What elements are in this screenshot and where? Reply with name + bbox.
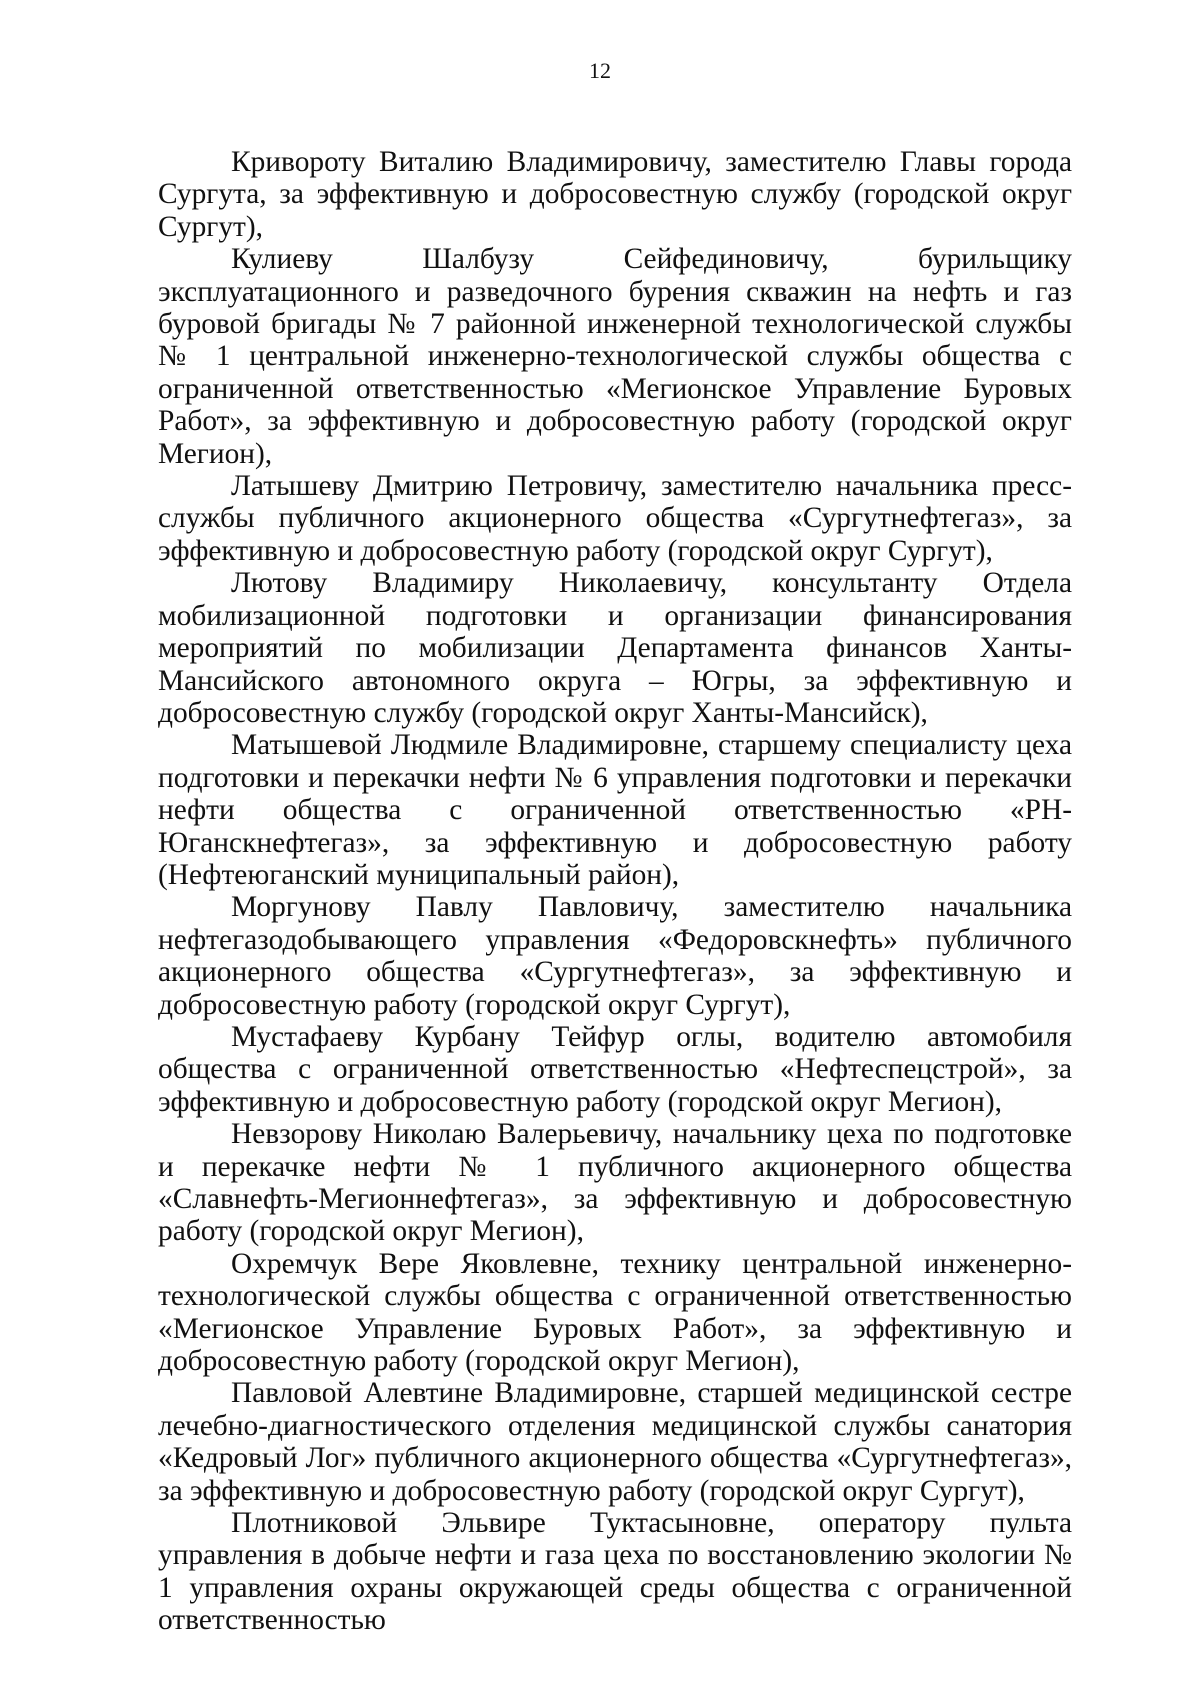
paragraph-matysheva: Матышевой Людмиле Владимировне, старшему специалисту цеха подготовки и перекачки нефти № 6 управления подготовки и перекачки нефти общества с ограниченной ответственностью «РН-Юганскнефтегаз», за эффективную и добросовестную работу (Нефтеюганский муниципальный район), — [158, 729, 1072, 891]
page-number: 12 — [589, 58, 611, 83]
paragraph-morgunov: Моргунову Павлу Павловичу, заместителю начальника нефтегазодобывающего управления «Федоровскнефть» публичного акционерного общества «Сургутнефтегаз», за эффективную и добросовестную работу (городской округ Сургут), — [158, 891, 1072, 1021]
paragraph-mustafaev: Мустафаеву Курбану Тейфур оглы, водителю автомобиля общества с ограниченной ответственностью «Нефтеспецстрой», за эффективную и добросовестную работу (городской округ Мегион), — [158, 1020, 1072, 1118]
paragraph-latyshev: Латышеву Дмитрию Петровичу, заместителю начальника пресс-службы публичного акционерного общества «Сургутнефтегаз», за эффективную и добросовестную работу (городской округ Сургут), — [158, 470, 1072, 567]
paragraph-kuliev: Кулиеву Шалбузу Сейфединовичу, бурильщику эксплуатационного и разведочного бурения скважин на нефть и газ буровой бригады № 7 районной инженерной технологической службы № 1 центральной инженерно-технологической службы общества с ограниченной ответственностью «Мегионское Управление Буровых Работ», за эффективную и добросовестную работу (городской округ Мегион), — [158, 243, 1072, 470]
paragraph-nevzorov: Невзорову Николаю Валерьевичу, начальнику цеха по подготовке и перекачке нефти № 1 публичного акционерного общества «Славнефть-Мегионнефтегаз», за эффективную и добросовестную работу (городской округ Мегион), — [158, 1118, 1072, 1248]
paragraph-krivorot: Кривороту Виталию Владимировичу, заместителю Главы города Сургута, за эффективную и добросовестную службу (городской округ Сургут), — [158, 146, 1072, 243]
paragraph-okhremchuk: Охремчук Вере Яковлевне, технику центральной инженерно-технологической службы общества с ограниченной ответственностью «Мегионское Управление Буровых Работ», за эффективную и добросовестную работу (городской округ Мегион), — [158, 1247, 1072, 1378]
paragraph-lyutov: Лютову Владимиру Николаевичу, консультанту Отдела мобилизационной подготовки и организации финансирования мероприятий по мобилизации Департамента финансов Ханты-Мансийского автономного округа – Югры, за эффективную и добросовестную службу (городской округ Ханты-Мансийск), — [158, 567, 1072, 729]
paragraph-pavlova: Павловой Алевтине Владимировне, старшей медицинской сестре лечебно-диагностического отделения медицинской службы санатория «Кедровый Лог» публичного акционерного общества «Сургутнефтегаз», за эффективную и добросовестную работу (городской округ Сургут), — [158, 1377, 1072, 1507]
paragraph-plotnikova: Плотниковой Эльвире Туктасыновне, оператору пульта управления в добыче нефти и газа цеха по восстановлению экологии № 1 управления охраны окружающей среды общества с ограниченной ответственностью — [158, 1507, 1072, 1637]
document-body — [158, 146, 1072, 1637]
